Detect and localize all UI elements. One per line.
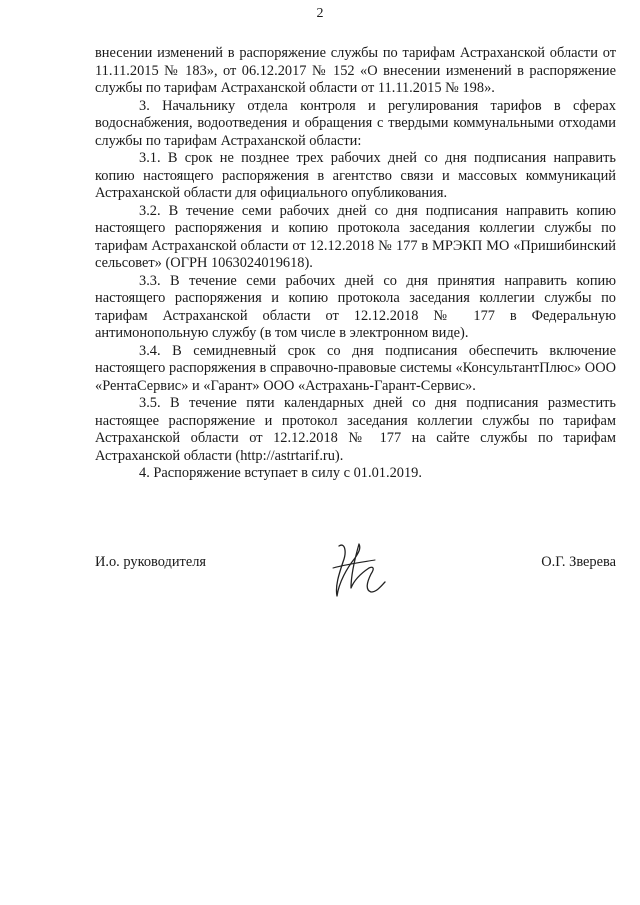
paragraph-item-4: 4. Распоряжение вступает в силу с 01.01.2019.	[139, 465, 422, 481]
page-number: 2	[316, 6, 324, 21]
paragraph-item-3-3: 3.3. В течение семи рабочих дней со дня принятия направить копию настоящего распоряжения и копию протокола заседания коллегии службы по тарифам Астраханской области от 12.12.2018 № 177 в Федеральную антимонопольную службу (в том числе в электронном виде).	[95, 272, 616, 341]
paragraph-item-3-1: 3.1. В срок не позднее трех рабочих дней со дня подписания направить копию настоящего распоряжения в агентство связи и массовых коммуникаций Астраханской области для официального опубликования.	[95, 150, 616, 201]
paragraph-item-3: 3. Начальнику отдела контроля и регулирования тарифов в сферах водоснабжения, водоотведения и обращения с твердыми коммунальными отходами службы по тарифам Астраханской области:	[95, 97, 616, 149]
signatory-title: И.о. руководителя	[95, 554, 207, 570]
paragraph-item-3-2: 3.2. В течение семи рабочих дней со дня подписания направить копию настоящего распоряжения и копию протокола заседания коллегии службы по тарифам Астраханской области от 12.12.2018 № 177 в МРЭКП МО «Пришибинский сельсовет» (ОГРН 1063024019618).	[95, 202, 616, 271]
signature-block	[95, 550, 616, 610]
paragraph-item-3-5: 3.5. В течение пяти календарных дней со дня подписания разместить настоящее распоряжение и протокол заседания коллегии службы по тарифам Астраханской области от 12.12.2018 № 177 на сайте службы по тарифам Астраханской области (http://astrtarif.ru).	[95, 395, 616, 464]
handwritten-signature	[325, 538, 391, 600]
paragraph-continuation: внесении изменений в распоряжение службы по тарифам Астраханской области от 11.11.2015 № 183», от 06.12.2017 № 152 «О внесении изменений в распоряжение службы по тарифам Астраханской области от 11.11.2015 № 198».	[95, 45, 616, 96]
signatory-name: О.Г. Зверева	[541, 554, 616, 570]
document-body	[95, 45, 616, 483]
paragraph-item-3-4: 3.4. В семидневный срок со дня подписания обеспечить включение настоящего распоряжения в справочно-правовые системы «КонсультантПлюс» ООО «РентаСервис» и «Гарант» ООО «Астрахань-Гарант-Сервис».	[95, 342, 616, 394]
